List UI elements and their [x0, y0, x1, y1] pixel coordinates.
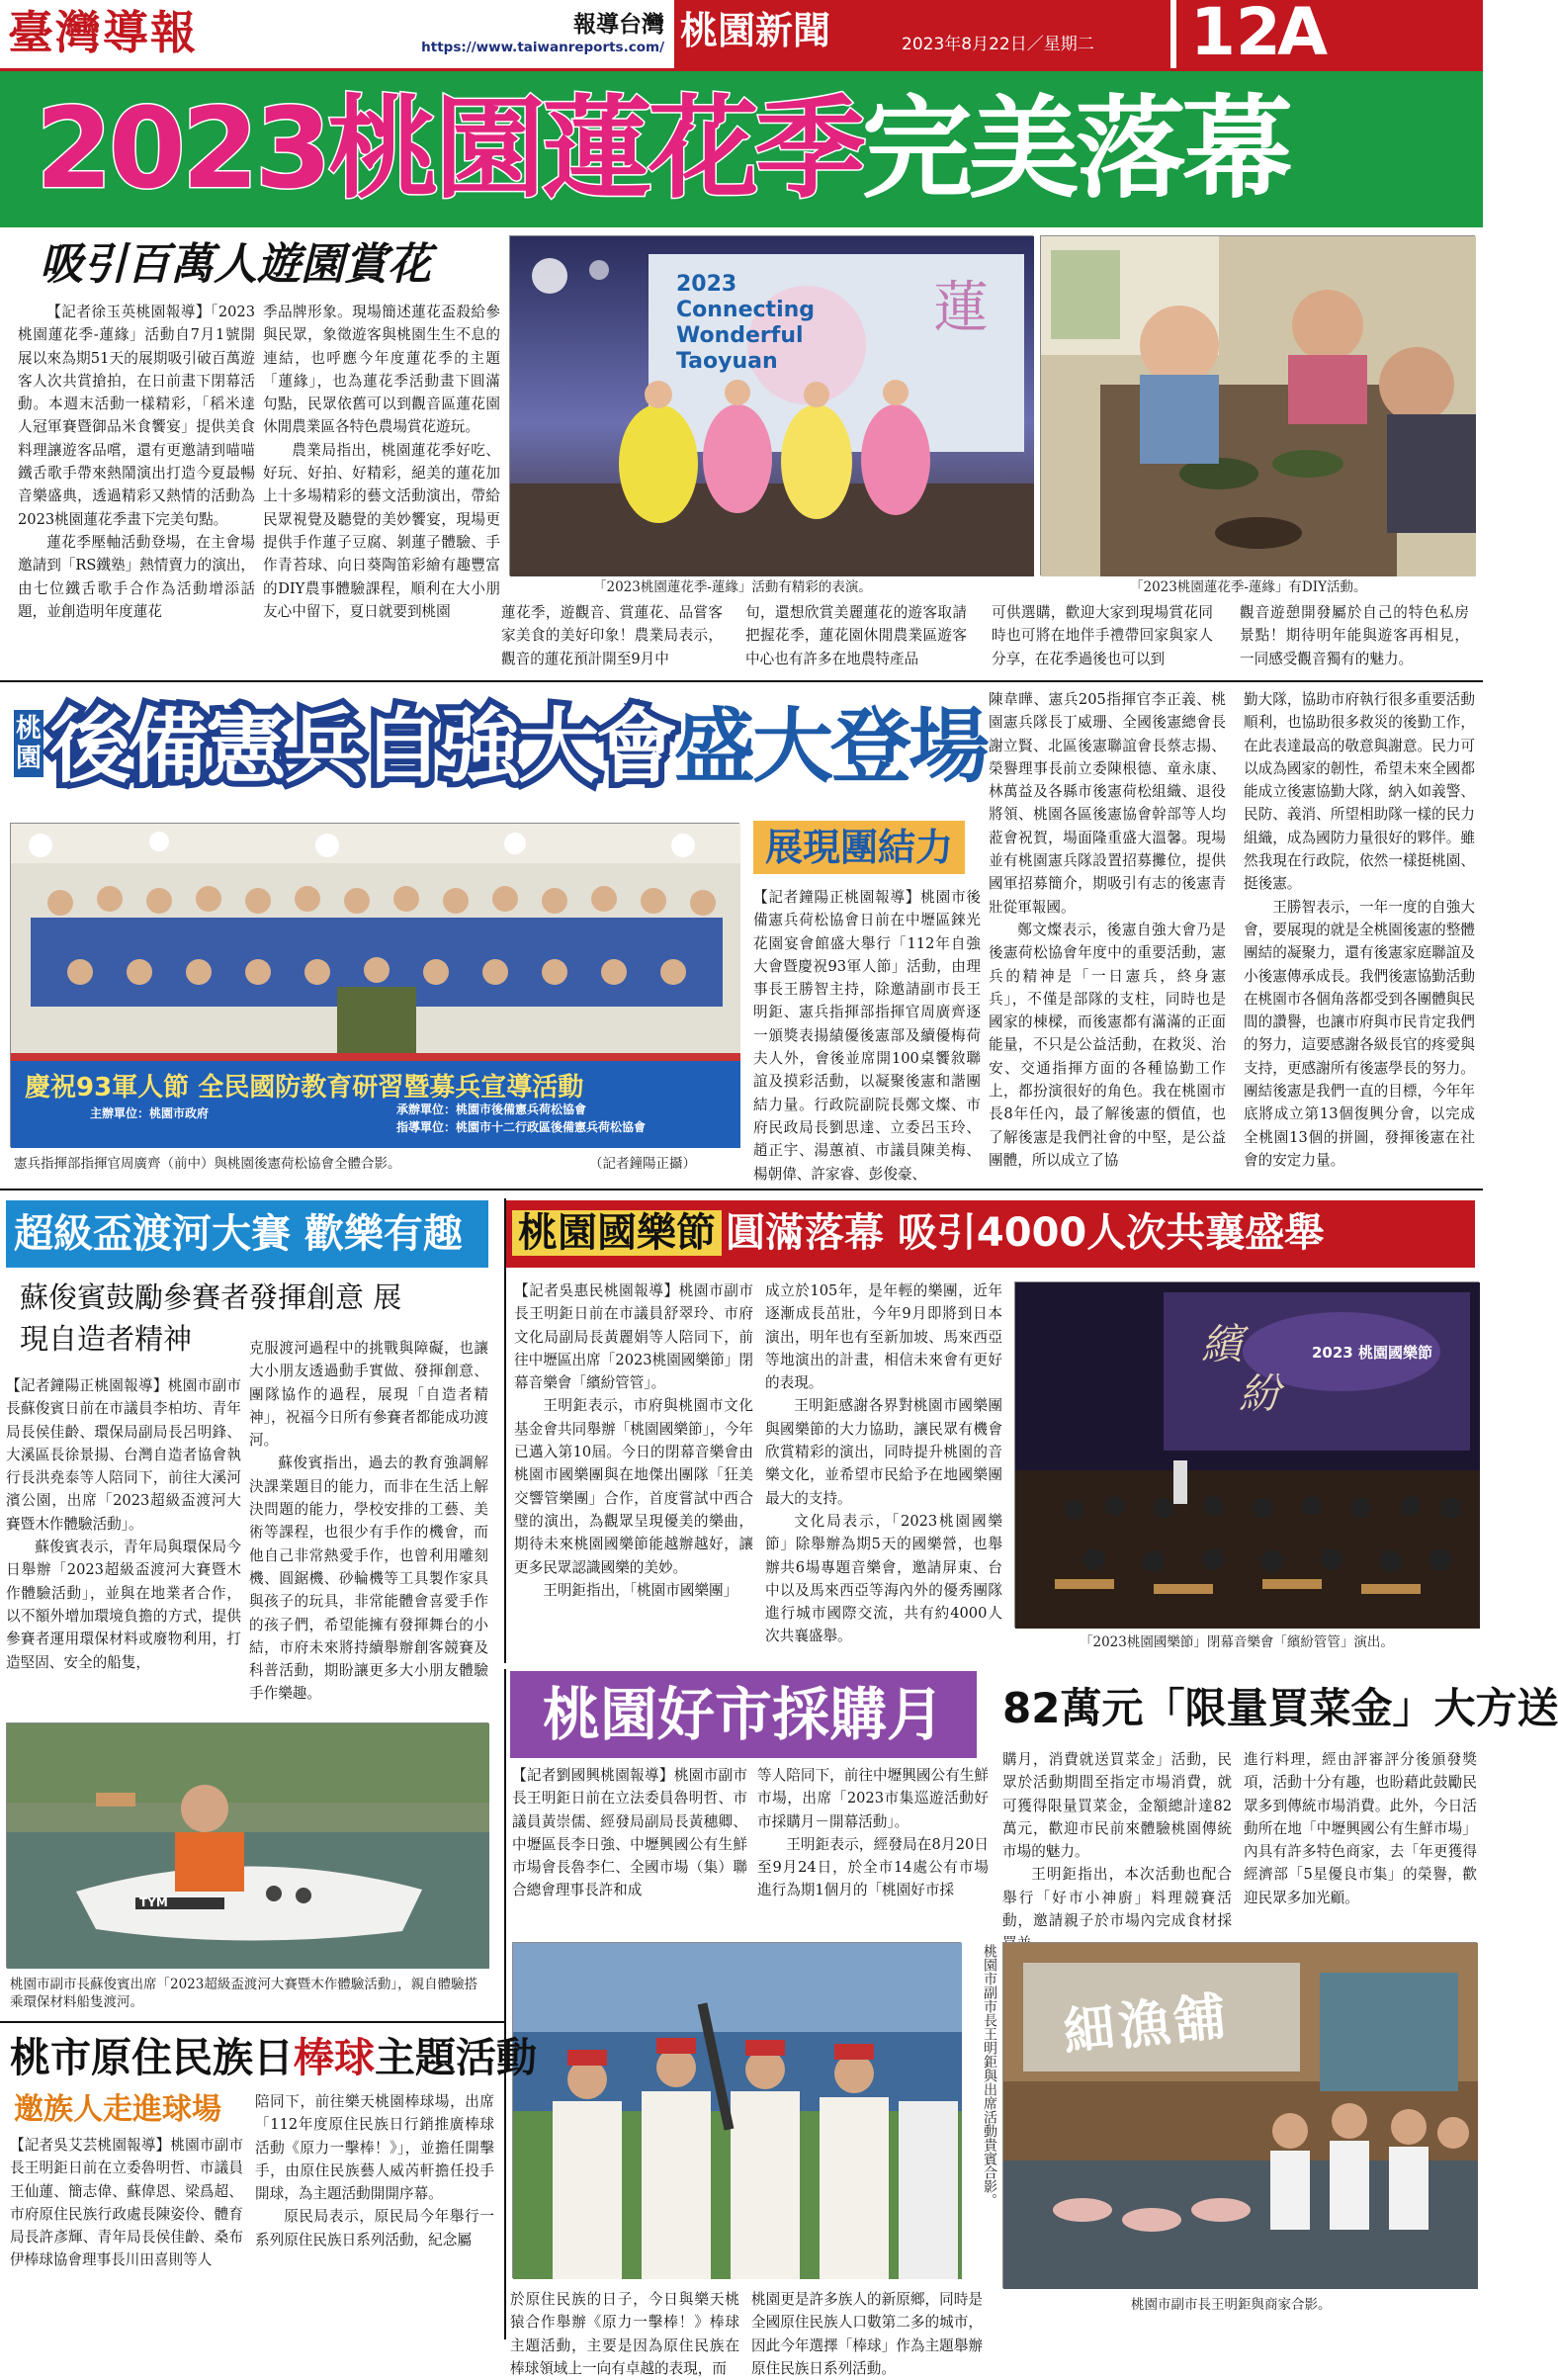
paragraph: 旬，還想欣賞美麗蓮花的遊客取請把握花季，蓮花園休閒農業區遊客中心也有許多在地農特產品 [745, 604, 967, 667]
paragraph: 季品牌形象。現場簡述蓮花盃殺給參與民眾，象徵遊客與桃園生生不息的連結，也呼應今年度蓮花季的主題「蓮緣」，也為蓮花季活動畫下圓滿句點，民眾依舊可以到觀音區蓮花園休閒農業區各特色農場賞花遊玩。 [263, 304, 500, 436]
stage-backdrop-glyph: 蓮 [933, 276, 989, 340]
paragraph: 【記者吳惠民桃園報導】桃園市副市長王明鉅日前在市議員舒翠玲、市府文化局副局長黃麗娟等人陪同下，前往中壢區出席「2023桃園國樂節」閉幕音樂會「繽紛管管」。 [514, 1282, 753, 1392]
paragraph: 王明鉅指出，本次活動也配合舉行「好市小神廚」料理競賽活動，邀請親子於市場內完成食材採 [1002, 1866, 1232, 1930]
paragraph: 文化局表示，「2023桃園國樂節」除舉辦為期5天的國樂營，也舉辦共6場專題音樂會，邀請屏東、台中以及馬來西亞等海內外的優秀團隊進行城市國際交流，共有約4000人次共襄盛舉。 [765, 1512, 1002, 1645]
lotus-stage-photo [509, 235, 1033, 575]
mp-tag: 桃園 [14, 710, 43, 777]
music-concert-photo [1014, 1281, 1479, 1628]
lotus-text-col2 [263, 301, 500, 672]
paragraph: 桃園更是許多族人的新原鄉，同時是全國原住民族人口數第二多的城市，因此今年選擇「棒球」作為主題舉辦原住民族日系列活動。 [751, 2291, 983, 2377]
indigenous-text-col2 [255, 2090, 494, 2339]
indigenous-story [0, 2021, 537, 2339]
indigenous-subtitle: 邀族人走進球場 [14, 2092, 221, 2127]
masthead-tagline: 報導台灣 [573, 12, 664, 38]
indigenous-title [10, 2031, 537, 2084]
music-story [504, 1198, 1483, 1663]
paragraph: 王明鉅感謝各界對桃園市國樂團與國樂節的大力協助，讓民眾有機會欣賞精彩的演出，同時提升桃園的音樂文化，並希望市民給予在地國樂團最大的支持。 [765, 1397, 1002, 1507]
indigenous-text-col3 [510, 2288, 739, 2377]
lotus-title-year: 2023桃園 [36, 85, 542, 214]
indigenous-title-c: 主題活動 [375, 2034, 537, 2081]
mp-title [49, 698, 987, 797]
mp-banner-host: 主辦單位：桃園市政府 [90, 1106, 210, 1120]
market-headline: 82萬元「限量買菜金」大方送 [1002, 1684, 1558, 1732]
screen-festival-name: 2023 桃園國樂節 [1312, 1344, 1432, 1362]
lotus-title-festival: 蓮花季 [541, 85, 862, 214]
paragraph: 蘇俊賓指出，過去的教育強調解決課業題目的能力，而非在生活上解決問題的能力，學校安排的工藝、美術等課程，也很少有手作的機會，而他自己非常熱愛手作，也曾利用雕刻機、圓鋸機、砂輪機等工具製作家具與孩子的玩具，非常能體會喜愛手作的孩子們，希望能擁有發揮舞台的小結，市府未來將持續舉辦創客競賽及科普活動，期盼讓更多大小朋友體驗手作樂趣。 [249, 1454, 488, 1703]
masthead-logo: 臺灣導報 [8, 6, 198, 59]
paragraph: 王勝智表示，一年一度的自強大會，要展現的就是全桃園後憲的整體團結的凝聚力，還有後憲家庭聯誼及小後憲傳承成長。我們後憲協勤活動在桃園市各個角落都受到各團體與民間的讚譽，也讓市府與市民肯定我們的努力，這要感謝各級長官的疼愛與支持，更感謝所有後憲學長的努力。團結後憲是我們一直的目標，今年年底將成立第13個復興分會，以完成全桃園13個的拼圖，發揮後憲在社會的安定力量。 [1244, 898, 1475, 1169]
market-title: 桃園好市採購月 [510, 1671, 977, 1758]
screen-glyph-2: 紛 [1239, 1369, 1281, 1418]
music-text-col2 [765, 1279, 1002, 1645]
lotus-diy-photo [1040, 235, 1475, 575]
river-subtitle-1: 蘇俊賓鼓勵參賽者發揮創意 展 [20, 1280, 402, 1314]
paragraph: 原民局表示，原民局今年舉行一系列原住民族日系列活動，紀念屬 [255, 2208, 494, 2248]
paragraph: 【記者徐玉英桃園報導】「2023桃園蓮花季-蓮緣」活動自7月1號開展以來為期51天的展期吸引破百萬遊客人次共賞搶拍，在日前畫下閉幕活動。本週末活動一樣精彩，「稻米達人冠軍賽暨御品米食饗宴」提供美食料理讓遊客品嚐，還有更邀請到喵喵鐵舌歌手帶來熱鬧演出打造今夏最暢音樂盛典，透過精彩又熱情的活動為2023桃園蓮花季畫下完美句點。 [18, 304, 255, 528]
indigenous-title-a: 桃市原住民族日 [10, 2034, 294, 2081]
market-text-col2 [757, 1764, 989, 1928]
stall-sign: 細漁舖 [1060, 1985, 1233, 2064]
music-title-main: 圓滿落幕 吸引4000人次共襄盛舉 [726, 1210, 1325, 1256]
mp-text-col1 [753, 886, 981, 1183]
market-baseball-photo [512, 1942, 961, 2278]
market-stall-caption: 桃園市副市長王明鉅與商家合影。 [1131, 2297, 1332, 2313]
lotus-bottom-col2 [745, 601, 967, 674]
river-title: 超級盃渡河大賽 歡樂有趣 [6, 1200, 488, 1268]
lotus-title [36, 81, 1289, 218]
river-boat-photo [6, 1722, 488, 1968]
lotus-title-end: 完美落幕 [861, 85, 1289, 214]
river-subtitle-2: 現自造者精神 [20, 1322, 193, 1356]
page-number [1176, 0, 1483, 68]
river-photo-caption: 桃園市副市長蘇俊賓出席「2023超級盃渡河大賽暨木作體驗活動」，親自體驗搭乘環保材料船隻渡河。 [10, 1977, 478, 2010]
music-title-tag: 桃園國樂節 [512, 1210, 722, 1256]
lotus-bottom-col4 [1240, 601, 1469, 674]
paragraph: 進行料理，經由評審評分後頒發獎項，活動十分有趣，也盼藉此鼓勵民眾多到傳統市場消費。此外，今日活動所在地「中壢興國公有生鮮市場」內具有許多特色商家，去「年更獲得經濟部「5星優良市集」的榮譽，歡迎民眾多加光顧。 [1244, 1751, 1477, 1906]
paragraph: 陳韋曄、憲兵205指揮官李正義、桃園憲兵隊長丁威珊、全國後憲總會長謝立賢、北區後憲聯誼會長蔡志揚、榮譽理事長前立委陳根德、童永康、林萬益及各縣市後憲荷松組織、退役將領、桃園各區後憲協會幹部等人均蒞會祝賀，場面隆重盛大溫馨。現場並有桃園憲兵隊設置招募攤位，提供國軍招募簡介，期吸引有志的後憲青壯從軍報國。 [989, 691, 1226, 916]
mp-title-main: 後備憲兵自強大會 [49, 700, 675, 794]
paragraph: 克服渡河過程中的挑戰與障礙，也讓大小朋友透過動手實做、發揮創意、團隊協作的過程，展現「自造者精神」，祝福今日所有參賽者都能成功渡河。 [249, 1340, 488, 1450]
indigenous-text-col4 [751, 2288, 983, 2377]
lotus-diy-caption: 「2023桃園蓮花季-蓮緣」有DIY活動。 [1130, 579, 1367, 595]
boat-photo-image [7, 1723, 489, 1969]
paragraph: 可供選購，歡迎大家到現場賞花同時也可將在地伴手禮帶回家與家人分享，在花季過後也可以到 [992, 604, 1213, 667]
mp-title-end: 盛大登場 [674, 700, 988, 794]
market-text-col4 [1244, 1748, 1477, 1934]
mp-story [0, 684, 1483, 1190]
music-title [512, 1204, 1324, 1262]
paragraph: 王明鉅表示，市府與桃園市文化基金會共同舉辦「桃園國樂節」，今年已邁入第10屆。今日的閉幕音樂會由桃園市國樂團與在地傑出團隊「狂美交響管樂團」合作，首度嘗試中西合璧的演出，為觀眾呈現優美的樂曲，期待未來桃園國樂節能越辦越好，讓更多民眾認識國樂的美妙。 [514, 1397, 753, 1576]
market-text-col3 [1002, 1748, 1232, 1934]
mp-text-col3 [1244, 688, 1475, 1183]
market-text-col1 [512, 1764, 747, 1928]
market-vertical-caption: 桃園市副市長王明鉅與出席活動貴賓合影。 [982, 1944, 997, 2207]
mp-banner-supporter: 指導單位：桃園市十二行政區後備憲兵荷松協會 [396, 1120, 647, 1134]
paragraph: 鄭文燦表示，後憲自強大會乃是後憲荷松協會年度中的重要活動，憲兵的精神是「一日憲兵，終身憲兵」，不僅是部隊的支柱，同時也是國家的棟樑，而後憲都有滿滿的正面能量，不只是公益活動，在救災、治安、交通指揮方面的各種協勤工作上，都扮演很好的角色。我在桃園市長8年任內，最了解後憲的價值，也了解後憲是我們社會的中堅，是公益團體，所以成立了協 [989, 921, 1226, 1169]
paragraph: 【記者吳艾芸桃園報導】桃園市副市長王明鉅日前在立委魯明哲、市議員王仙蓮、簡志偉、蘇偉恩、梁爲超、市府原住民族行政處長陳姿伶、體育局長許彥輝、青年局長侯佳齡、桑布伊棒球協會理事長川田喜則等人 [10, 2137, 243, 2269]
mp-group-photo [10, 823, 739, 1147]
masthead [0, 0, 1483, 71]
page-edition: A [1277, 0, 1329, 70]
paragraph: 【記者劉國興桃園報導】桃園市副市長王明鉅日前在立法委員魯明哲、市議員黃崇儒、經發局副局長黃穗卿、中壢區長李日強、中壢興國公有生鮮市場會長魯李仁、全國市場（集）聯合總會理事長許和成 [512, 1767, 747, 1899]
paragraph: 於原住民族的日子，今日與樂天桃猿合作舉辦《原力一擊棒！》棒球主題活動，主要是因為原住民族在棒球領域上一向有卓越的表現，而 [510, 2291, 739, 2377]
paragraph: 勤大隊，協助市府執行很多重要活動順利，也協助很多救災的後勤工作，在此表達最高的敬意與謝意。民力可以成為國家的韌性，希望未來全國都能成立後憲協勤大隊，納入如義警、民防、義消、所望相助隊一樣的民力組織，成為國防力量很好的夥伴。雖然我現在行政院，依然一樣挺桃園、挺後憲。 [1244, 691, 1475, 893]
baseball-photo-image [513, 1943, 962, 2279]
paragraph: 王明鉅指出，「桃園市國樂團」 [543, 1581, 738, 1599]
lotus-bottom-col3 [992, 601, 1213, 674]
masthead-url: https://www.taiwanreports.com/ [421, 40, 664, 55]
paragraph: 蓮花季壓軸活動登場，在主會場邀請到「RS鐵塾」熱情賣力的演出，由七位鐵舌歌手合作為活動增添話題，並創造明年度蓮花 [18, 533, 255, 620]
issue-date: 2023年8月22日／星期二 [902, 35, 1094, 54]
page-number-value: 12 [1190, 0, 1281, 70]
mp-banner-organizer: 承辦單位：桃園市後備憲兵荷松協會 [396, 1102, 587, 1116]
lotus-subtitle: 吸引百萬人遊園賞花 [40, 239, 431, 290]
river-story [0, 1198, 494, 2019]
masthead-section [674, 0, 1170, 68]
music-text-col1 [514, 1279, 753, 1628]
paragraph: 農業局指出，桃園蓮花季好吃、好玩、好拍、好精彩，絕美的蓮花加上十多場精彩的藝文活動演出，帶給民眾視覺及聽覺的美妙饗宴，現場更提供手作蓮子豆腐、剝蓮子體驗、手作青苔球、向日葵陶笛彩繪有趣豐富的DIY農事體驗課程，順利在大小朋友心中留下，夏日就要到桃園 [263, 441, 500, 620]
paragraph: 陪同下，前往樂天桃園棒球場，出席「112年度原住民族日行銷推廣棒球活動《原力一擊棒！》」，並擔任開擊手，由原住民族藝人威芮軒擔任投手開球，為主題活動開開序幕。 [255, 2093, 494, 2203]
mp-text-col2 [989, 688, 1226, 1183]
market-stall-photo [1002, 1942, 1477, 2288]
paragraph: 【記者鐘陽正桃園報導】桃園市副市長蘇俊賓日前在市議員李柏坊、青年局長侯佳齡、環保局副局長呂明鋒、大溪區長徐景揚、台灣自造者協會執行長洪堯泰等人陪同下，前往大溪河濱公園，出席「2023超級盃渡河大賽暨木作體驗活動」。 [6, 1377, 241, 1533]
lotus-stage-caption: 「2023桃園蓮花季-蓮緣」活動有精彩的表演。 [593, 579, 872, 595]
paragraph: 蘇俊賓表示，青年局與環保局今日舉辦「2023超級盃渡河大賽暨木作體驗活動」，並與在地業者合作，以不額外增加環境負擔的方式，提供參賽者運用環保材料或廢物利用，打造堅固、安全的船隻， [6, 1539, 241, 1671]
music-photo-caption: 「2023桃園國樂節」閉幕音樂會「繽紛管管」演出。 [1080, 1634, 1394, 1650]
paragraph: 成立於105年，是年輕的樂團，近年逐漸成長茁壯，今年9月即將到日本演出，明年也有至新加坡、馬來西亞等地演出的計畫，相信未來會有更好的表現。 [765, 1282, 1002, 1392]
paragraph: 王明鉅表示，經發局在8月20日至9月24日，於全市14處公有市場進行為期1個月的「桃園好市採 [757, 1835, 989, 1899]
paragraph: 購月，消費就送買菜金」活動，民眾於活動期間至指定市場消費，就可獲得限量買菜金，金額總計達82萬元，歡迎市民前來體驗桃園傳統市場的魅力。 [1002, 1751, 1232, 1861]
concert-photo-image [1015, 1282, 1480, 1629]
mp-photo-caption: 憲兵指揮部指揮官周廣齊（前中）與桃園後憲荷松協會全體合影。 [14, 1156, 401, 1172]
section-name: 桃園新聞 [680, 9, 831, 52]
lotus-bottom-col1 [501, 601, 723, 674]
paragraph: 【記者鐘陽正桃園報導】桃園市後備憲兵荷松協會日前在中壢區錸光花園宴會館盛大舉行「112年自強大會暨慶祝93軍人節」活動，由理事長王勝智主持，除邀請副市長王明鉅、憲兵指揮部指揮官周廣齊逐一頒獎表揚績優後憲部及續優梅荷夫人外，會後並席開100桌饗敘聯誼及摸彩活動，以凝聚後憲和諧團結力量。行政院副院長鄭文燦、市府民政局長劉思達、立委呂玉玲、趙正宇、湯蕙禎、市議員陳美梅、楊朝偉、許家睿、彭俊豪、 [753, 889, 981, 1183]
screen-glyph-1: 繽 [1201, 1320, 1244, 1368]
boat-label: TYM [139, 1895, 168, 1909]
indigenous-title-b: 棒球 [294, 2034, 375, 2081]
lotus-text-col1 [18, 301, 255, 672]
paragraph: 蓮花季，遊觀音、賞蓮花、品嘗客家美食的美好印象！農業局表示，觀音的蓮花預計開至9月中 [501, 604, 723, 667]
lotus-title-band [0, 71, 1483, 227]
diy-photo-image [1041, 236, 1476, 576]
mp-banner-title: 慶祝93軍人節 全民國防教育研習暨募兵宣導活動 [25, 1073, 584, 1102]
mp-photo-credit: （記者鐘陽正攝） [589, 1156, 696, 1172]
indigenous-text-col1 [10, 2134, 243, 2339]
market-story [504, 1669, 1558, 2339]
paragraph: 等人陪同下，前往中壢興國公有生鮮市場，出席「2023市集巡遊活動好市採購月－開幕活動」。 [757, 1767, 989, 1830]
lotus-story [0, 71, 1483, 682]
stage-backdrop-text: 2023 Connecting Wonderful Taoyuan [676, 272, 816, 374]
paragraph: 觀音遊憩開發屬於自己的特色私房景點！期待明年能與遊客再相見，一同感受觀音獨有的魅力。 [1240, 604, 1469, 667]
mp-subtitle: 展現團結力 [753, 821, 965, 874]
